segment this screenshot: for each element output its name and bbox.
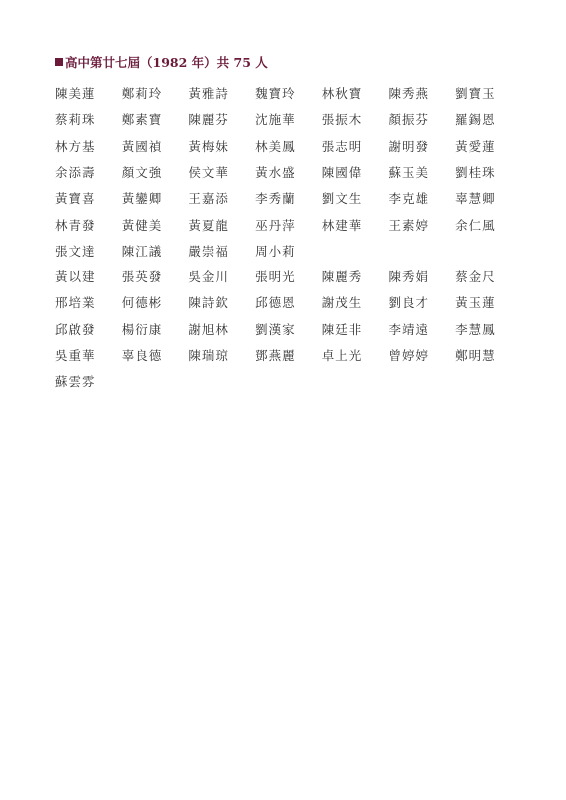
- name-row: [55, 289, 535, 315]
- student-name: 周小莉: [255, 243, 296, 259]
- student-name: 陳美蓮: [55, 86, 96, 102]
- student-name: 謝明發: [388, 138, 429, 154]
- student-name: 陳廷非: [321, 321, 363, 337]
- student-name: 蔡莉珠: [55, 112, 96, 128]
- student-name: 謝旭林: [188, 321, 229, 337]
- name-row: [55, 342, 535, 368]
- student-name: 黃梅妹: [188, 138, 229, 154]
- student-name: 蘇玉美: [388, 165, 429, 181]
- name-row: [55, 316, 535, 342]
- student-name: 黃愛蓮: [455, 138, 496, 154]
- section-heading: [55, 53, 268, 71]
- student-name: 何德彬: [121, 295, 163, 311]
- student-name: 黃水盛: [255, 165, 296, 181]
- name-row: [55, 106, 535, 132]
- name-row: [55, 185, 535, 211]
- student-name: 魏寶玲: [255, 86, 296, 102]
- student-name: 卓上光: [321, 348, 363, 364]
- student-name: 張明光: [255, 269, 296, 285]
- name-row: [55, 133, 535, 159]
- student-name: 林秋寶: [321, 86, 363, 102]
- student-name: 吳金川: [188, 269, 229, 285]
- name-list-block-2: [55, 263, 535, 394]
- student-name: 黃夏龍: [188, 217, 229, 233]
- student-name: 顏文強: [121, 165, 163, 181]
- square-bullet-icon: [55, 58, 63, 66]
- student-name: 吳重華: [55, 348, 96, 364]
- student-name: 沈施華: [255, 112, 296, 128]
- student-name: 陳詩欽: [188, 295, 229, 311]
- student-name: 張振木: [321, 112, 363, 128]
- student-name: 鄭莉玲: [121, 86, 163, 102]
- student-name: 辜慧卿: [455, 191, 496, 207]
- student-name: 李秀蘭: [255, 191, 296, 207]
- student-name: 陳麗秀: [321, 269, 363, 285]
- student-name: 林方基: [55, 138, 96, 154]
- student-name: 林美鳳: [255, 138, 296, 154]
- student-name: 劉文生: [321, 191, 363, 207]
- student-name: 張志明: [321, 138, 363, 154]
- student-name: 劉桂珠: [455, 165, 496, 181]
- section-heading-text: 高中第廿七屆（1982 年）共 75 人: [65, 55, 268, 70]
- student-name: 顏振芬: [388, 112, 429, 128]
- student-name: 嚴崇福: [188, 243, 229, 259]
- student-name: 邢培業: [55, 295, 96, 311]
- student-name: 林建華: [321, 217, 363, 233]
- student-name: 余仁風: [455, 217, 496, 233]
- student-name: 陳秀燕: [388, 86, 429, 102]
- student-name: 陳秀娟: [388, 269, 429, 285]
- student-name: 黃以建: [55, 269, 96, 285]
- student-name: 蔡金尺: [455, 269, 496, 285]
- student-name: 陳國偉: [321, 165, 363, 181]
- student-name: 鄭素寶: [121, 112, 163, 128]
- student-name: 王嘉添: [188, 191, 229, 207]
- student-name: 辜良德: [121, 348, 163, 364]
- student-name: 黃雅詩: [188, 86, 229, 102]
- name-row: [55, 238, 535, 264]
- student-name: 陳瑞琼: [188, 348, 229, 364]
- student-name: 陳江議: [121, 243, 163, 259]
- student-name: 劉漢家: [255, 321, 296, 337]
- student-name: 巫丹萍: [255, 217, 296, 233]
- student-name: 蘇雲雰: [55, 374, 96, 390]
- student-name: 謝茂生: [321, 295, 363, 311]
- student-name: 張英發: [121, 269, 163, 285]
- student-name: 余添壽: [55, 165, 96, 181]
- name-row: [55, 80, 535, 106]
- student-name: 李慧鳳: [455, 321, 496, 337]
- student-name: 邱啟發: [55, 321, 96, 337]
- student-name: 鄭明慧: [455, 348, 496, 364]
- student-name: 王素婷: [388, 217, 429, 233]
- student-name: 羅錫恩: [455, 112, 496, 128]
- student-name: 邱德恩: [255, 295, 296, 311]
- student-name: 黃健美: [121, 217, 163, 233]
- student-name: 黃寶喜: [55, 191, 96, 207]
- student-name: 黃國禎: [121, 138, 163, 154]
- name-row: [55, 368, 535, 394]
- name-row: [55, 159, 535, 185]
- student-name: 鄧燕麗: [255, 348, 296, 364]
- student-name: 劉寶玉: [455, 86, 496, 102]
- student-name: 黃玉蓮: [455, 295, 496, 311]
- student-name: 陳麗芬: [188, 112, 229, 128]
- name-row: [55, 211, 535, 237]
- student-name: 楊衍康: [121, 321, 163, 337]
- student-name: 劉良才: [388, 295, 429, 311]
- name-list-block-1: [55, 80, 535, 264]
- name-row: [55, 263, 535, 289]
- student-name: 張文達: [55, 243, 96, 259]
- student-name: 李靖遠: [388, 321, 429, 337]
- student-name: 黃鑾卿: [121, 191, 163, 207]
- student-name: 李克雄: [388, 191, 429, 207]
- student-name: 曾婷婷: [388, 348, 429, 364]
- student-name: 侯文華: [188, 165, 229, 181]
- student-name: 林青發: [55, 217, 96, 233]
